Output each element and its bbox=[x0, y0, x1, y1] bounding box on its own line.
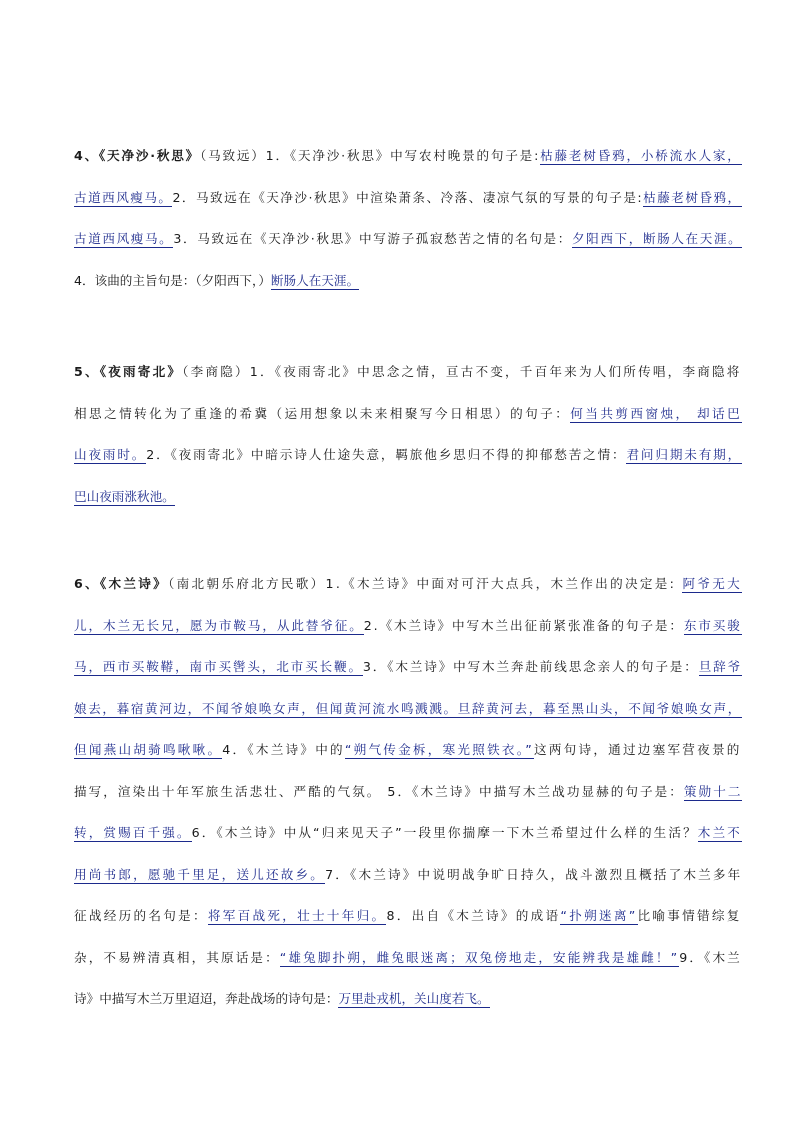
text-line bbox=[74, 782, 742, 802]
answer-text: 娘去，暮宿黄河边，不闻爷娘唤女声，但闻黄河流水鸣溅溅。旦辞黄河去，暮至黑山头，不闻爷娘唤女声， bbox=[74, 700, 742, 716]
section-heading: 6、《木兰诗》 bbox=[74, 576, 169, 591]
section-heading: 5、《夜雨寄北》 bbox=[74, 364, 183, 379]
text-line bbox=[74, 865, 742, 885]
answer-text: 儿，木兰无长兄，愿为市鞍马，从此替爷征。 bbox=[74, 617, 364, 633]
answer-text: 木兰不 bbox=[697, 825, 742, 840]
text-line bbox=[74, 657, 742, 677]
text-line bbox=[74, 948, 742, 968]
answer-text: 断肠人在天涯。 bbox=[270, 272, 360, 288]
answer-text: 古道西风瘦马。 bbox=[74, 231, 174, 246]
answer-text: 阿爷无大 bbox=[682, 576, 742, 591]
text-line bbox=[74, 487, 175, 507]
answer-text: “朔气传金柝，寒光照铁衣。” bbox=[344, 742, 535, 757]
answer-text: 夕阳西下，断肠人在天涯。 bbox=[571, 231, 743, 246]
section-heading: 4、《天净沙·秋思》 bbox=[74, 148, 200, 163]
answer-text: 转，赏赐百千强。 bbox=[74, 825, 192, 840]
question-text: 3．《木兰诗》中写木兰奔赴前线思念亲人的句子是： bbox=[362, 659, 699, 674]
text-line bbox=[74, 146, 742, 166]
answer-text: 但闻燕山胡骑鸣啾啾。 bbox=[74, 742, 223, 757]
text-line bbox=[74, 699, 742, 719]
question-text: 诗》中描写木兰万里迢迢，奔赴战场的诗句是： bbox=[74, 991, 339, 1006]
text-line bbox=[74, 271, 359, 291]
answer-text: 万里赴戎机，关山度若飞。 bbox=[338, 991, 490, 1006]
answer-text: 用尚书郎，愿驰千里足，送儿还故乡。 bbox=[74, 866, 326, 882]
text-line bbox=[74, 188, 742, 208]
question-text: 9．《木兰 bbox=[679, 949, 742, 965]
answer-text: 巴山夜雨涨秋池。 bbox=[74, 488, 175, 504]
question-text: 2．《夜雨寄北》中暗示诗人仕途失意，羁旅他乡思归不得的抑郁愁苦之情： bbox=[146, 447, 627, 462]
question-text: 7．《木兰诗》中说明战争旷日持久，战斗激烈且概括了木兰多年 bbox=[325, 866, 743, 882]
answer-text: 古道西风瘦马。 bbox=[74, 189, 173, 205]
poem-section-5 bbox=[74, 362, 742, 528]
answer-text: 山夜雨时。 bbox=[74, 447, 147, 462]
answer-text: 东市买骏 bbox=[683, 617, 742, 633]
poem-section-6 bbox=[74, 574, 742, 1031]
text-line bbox=[74, 740, 742, 760]
answer-text: “扑朔迷离” bbox=[560, 908, 638, 923]
question-text: 这两句诗，通过边塞军营夜景的 bbox=[534, 742, 742, 757]
question-text: 2.《木兰诗》中写木兰出征前紧张准备的句子是： bbox=[363, 617, 684, 633]
question-text: 8．出自《木兰诗》的成语 bbox=[386, 908, 561, 923]
answer-text: 将军百战死，壮士十年归。 bbox=[207, 908, 387, 923]
text-line bbox=[74, 616, 742, 636]
question-text: 相思之情转化为了重逢的希冀（运用想象以未来相聚写今日相思）的句子： bbox=[74, 405, 571, 421]
question-text: 描写，渲染出十年军旅生活悲壮、严酷的气氛。 5．《木兰诗》中描写木兰战功显赫的句子是： bbox=[74, 783, 684, 799]
question-text: 6．《木兰诗》中从“归来见天子”一段里你揣摩一下木兰希望过什么样的生活？ bbox=[191, 825, 698, 840]
text-line bbox=[74, 229, 742, 249]
question-text: 4．该曲的主旨句是：（夕阳西下，） bbox=[74, 272, 271, 288]
question-text: 征战经历的名句是： bbox=[74, 908, 208, 923]
text-line bbox=[74, 574, 742, 594]
text-line bbox=[74, 362, 742, 382]
text-line bbox=[74, 445, 742, 465]
answer-text: 旦辞爷 bbox=[698, 659, 743, 674]
answer-text: 何当共剪西窗烛， 却话巴 bbox=[570, 405, 743, 421]
text-line bbox=[74, 906, 742, 926]
text-line bbox=[74, 823, 742, 843]
answer-text: 枯藤老树昏鸦， bbox=[643, 189, 742, 205]
text-line bbox=[74, 404, 742, 424]
question-text: （南北朝乐府北方民歌）1.《木兰诗》中面对可汗大点兵，木兰作出的决定是: bbox=[168, 576, 683, 591]
answer-text: 马，西市买鞍鞯，南市买辔头，北市买长鞭。 bbox=[74, 659, 363, 674]
question-text: 杂，不易辨清真相，其原话是： bbox=[74, 949, 280, 965]
poem-section-4 bbox=[74, 146, 742, 312]
answer-text: “雄兔脚扑朔，雌兔眼迷离；双兔傍地走，安能辨我是雄雌！” bbox=[279, 949, 680, 965]
question-text: 3．马致远在《天净沙·秋思》中写游子孤寂愁苦之情的名句是： bbox=[173, 231, 572, 246]
question-text: 4．《木兰诗》中的 bbox=[222, 742, 345, 757]
question-text: 比喻事情错综复 bbox=[637, 908, 742, 923]
answer-text: 君问归期未有期， bbox=[626, 447, 743, 462]
answer-text: 枯藤老树昏鸦，小桥流水人家， bbox=[540, 148, 742, 163]
question-text: （马致远）1．《天净沙·秋思》中写农村晚景的句子是: bbox=[200, 148, 541, 163]
question-text: （李商隐）1．《夜雨寄北》中思念之情，亘古不变，千百年来为人们所传唱，李商隐将 bbox=[182, 364, 742, 379]
answer-text: 策勋十二 bbox=[683, 783, 743, 799]
text-line bbox=[74, 989, 490, 1009]
question-text: 2．马致远在《天净沙·秋思》中渲染萧条、冷落、凄凉气氛的写景的句子是: bbox=[172, 189, 644, 205]
